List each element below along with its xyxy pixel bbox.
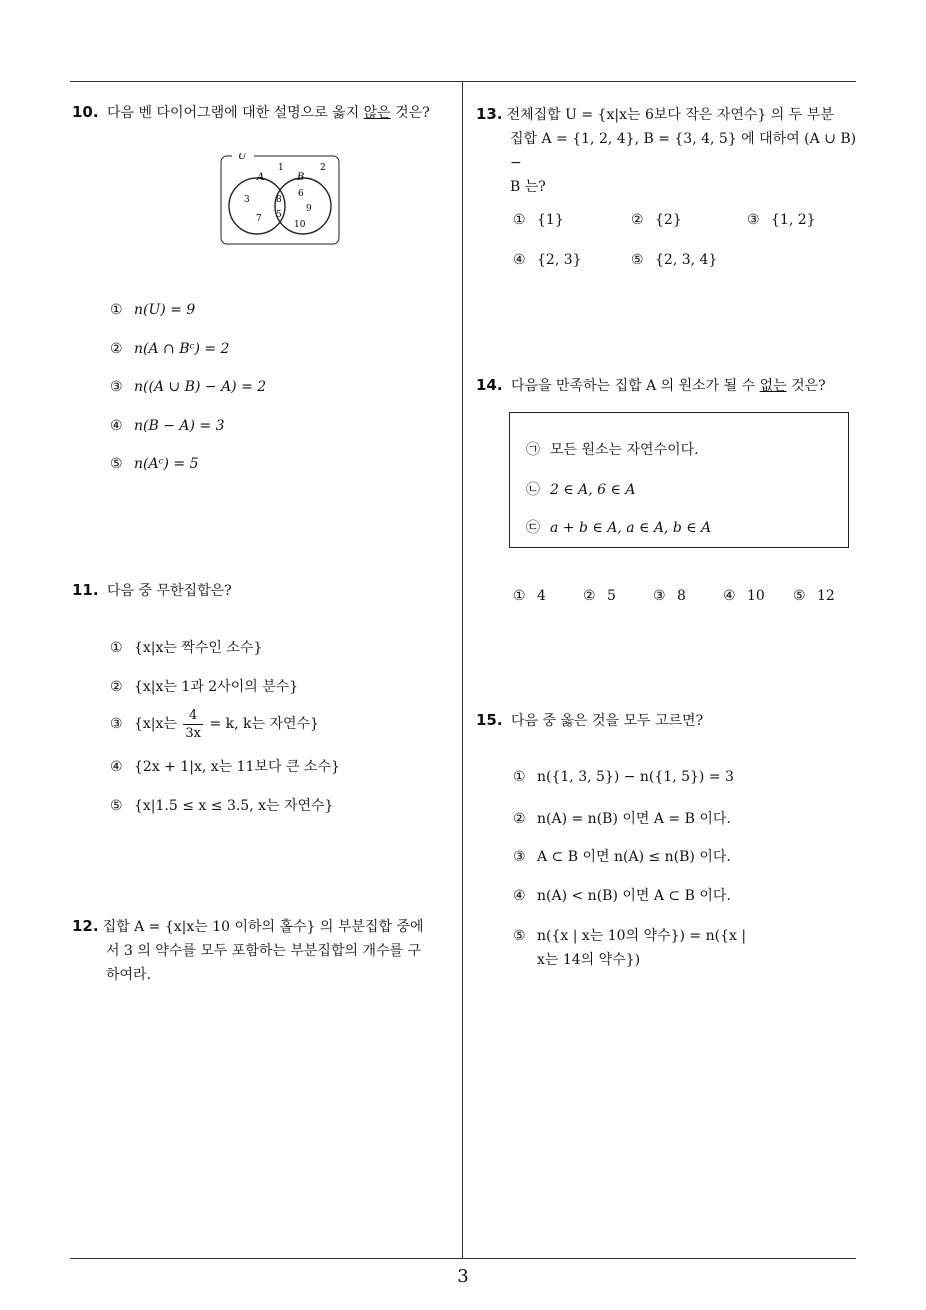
q13-option-5[interactable]: ⑤ {2, 3, 4} [631,252,718,268]
q13-option-3[interactable]: ③ {1, 2} [747,212,816,228]
svg-text:9: 9 [306,204,312,214]
q11-option-1[interactable]: ① {x|x는 짝수인 소수} [110,640,263,656]
question-15 [476,708,703,733]
venn-circle-a [229,178,285,234]
bottom-rule [70,1258,856,1259]
q10-option-5[interactable]: ⑤ n(Aᶜ) = 5 [110,456,199,472]
venn-diagram [220,153,342,247]
q13-option-1[interactable]: ① {1} [513,212,564,228]
question-12: 12. 집합 A = {x|x는 10 이하의 홀수} 의 부분집합 중에 서 3 의 약수를 모두 포함하는 부분집합의 개수를 구 하여라. [72,917,424,983]
q10-option-1[interactable]: ① n(U) = 9 [110,302,196,318]
condition-3: ㉢ a + b ∈ A, a ∈ A, b ∈ A [526,520,712,536]
question-number: 10. [72,103,99,121]
page-number: 3 [457,1266,469,1287]
question-13: 13. 전체집합 U = {x|x는 6보다 작은 자연수} 의 두 부분 집합 A = {1, 2, 4}, B = {3, 4, 5} 에 대하여 (A ∪ B) − B 는? [476,105,857,195]
q15-option-1[interactable]: ① n({1, 3, 5}) − n({1, 5}) = 3 [513,769,734,785]
q14-option-2[interactable]: ② 5 [583,588,616,604]
question-number: 14. [476,376,503,394]
column-divider [462,81,463,1258]
svg-text:1: 1 [278,163,284,173]
q10-option-4[interactable]: ④ n(B − A) = 3 [110,418,225,434]
venn-label-a: A [257,172,265,183]
question-10 [72,100,430,125]
q10-option-3[interactable]: ③ n((A ∪ B) − A) = 2 [110,379,267,395]
question-number: 11. [72,581,99,599]
q15-option-3[interactable]: ③ A ⊂ B 이면 n(A) ≤ n(B) 이다. [513,849,731,865]
conditions-box [509,412,849,548]
question-text: 다음 중 옳은 것을 모두 고르면? [511,713,704,729]
q13-option-2[interactable]: ② {2} [631,212,682,228]
svg-text:3: 3 [244,195,250,205]
venn-label-b: B [297,172,305,183]
q11-option-5[interactable]: ⑤ {x|1.5 ≤ x ≤ 3.5, x는 자연수} [110,798,334,814]
q15-option-4[interactable]: ④ n(A) < n(B) 이면 A ⊂ B 이다. [513,888,731,904]
svg-text:5: 5 [276,210,282,220]
q15-option-2[interactable]: ② n(A) = n(B) 이면 A = B 이다. [513,811,731,827]
q13-option-4[interactable]: ④ {2, 3} [513,252,582,268]
question-number: 15. [476,711,503,729]
question-11 [72,578,232,603]
question-text: 다음 벤 다이어그램에 대한 설명으로 옳지 않은 것은? [107,105,430,121]
question-text: 다음 중 무한집합은? [107,583,232,599]
svg-text:8: 8 [276,195,282,205]
svg-text:10: 10 [294,220,306,230]
q11-option-3[interactable]: ③ {x|x는 $\frac{4}{3x}$ = k, k는 자연수} [110,708,319,741]
question-text: 다음을 만족하는 집합 A 의 원소가 될 수 없는 것은? [511,378,826,394]
q14-option-3[interactable]: ③ 8 [653,588,686,604]
fraction: $\frac{4}{3x}$ [185,708,201,741]
question-14 [476,373,826,398]
svg-text:6: 6 [298,189,304,199]
q14-option-1[interactable]: ① 4 [513,588,546,604]
venn-label-u: U [238,153,247,162]
q10-option-2[interactable]: ② n(A ∩ Bᶜ) = 2 [110,341,230,357]
question-number: 12. [72,917,99,935]
svg-text:2: 2 [320,163,326,173]
condition-2: ㉡ 2 ∈ A, 6 ∈ A [526,482,636,498]
top-rule [70,81,856,82]
q11-option-4[interactable]: ④ {2x + 1|x, x는 11보다 큰 소수} [110,759,340,775]
condition-1: ㉠ 모든 원소는 자연수이다. [526,442,699,458]
q11-option-2[interactable]: ② {x|x는 1과 2사이의 분수} [110,679,299,695]
q15-option-5[interactable]: ⑤ n({x | x는 10의 약수}) = n({x | x는 14의 약수}) [513,928,747,968]
svg-text:7: 7 [256,214,262,224]
question-number: 13. [476,105,503,123]
q14-option-5[interactable]: ⑤ 12 [793,588,835,604]
q14-option-4[interactable]: ④ 10 [723,588,765,604]
